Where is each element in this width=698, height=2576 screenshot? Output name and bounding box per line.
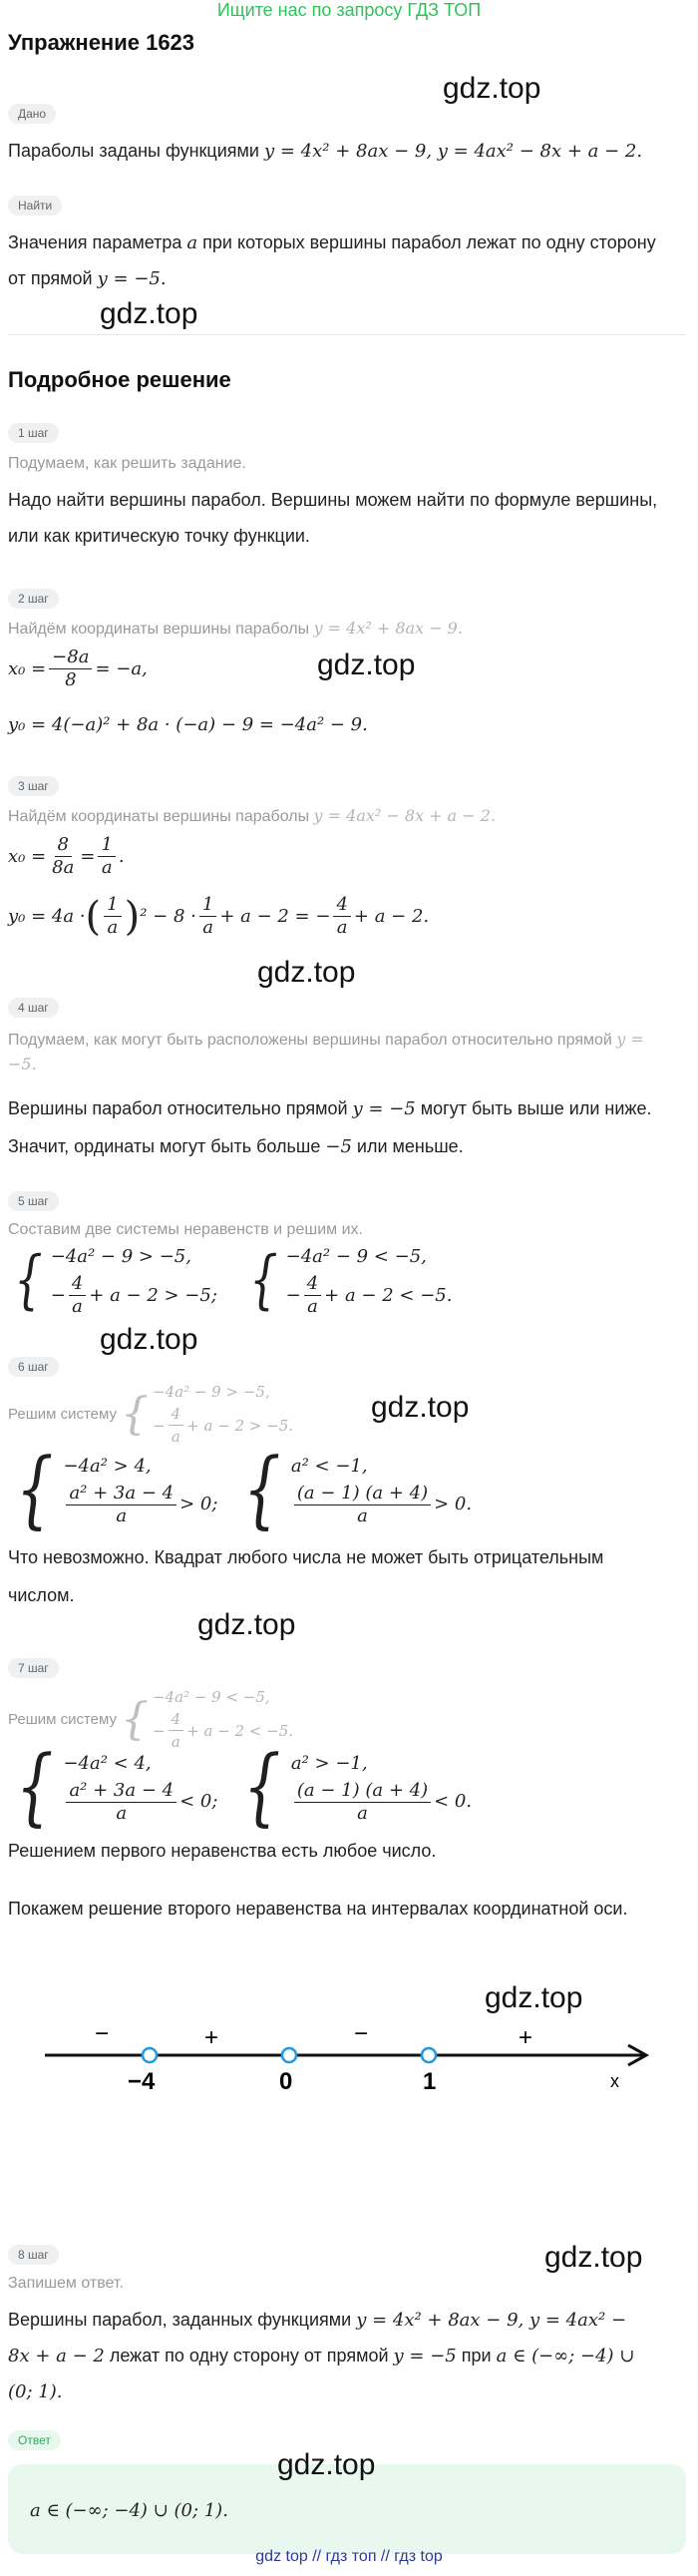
watermark: gdz.top xyxy=(100,1323,198,1356)
watermark: gdz.top xyxy=(257,956,356,989)
step-7-text: Решением первого неравенства есть любое число. xyxy=(8,1841,437,1861)
step-7-badge: 7 шаг xyxy=(8,1658,59,1678)
watermark: gdz.top xyxy=(544,2241,643,2274)
top-banner[interactable]: Ищите нас по запросу ГДЗ ТОП xyxy=(216,0,482,20)
step-6-text: Что невозможно. Квадрат любого числа не может быть отрицательным xyxy=(8,1547,604,1567)
step-6-text-2: числом. xyxy=(8,1585,75,1605)
given-badge: Дано xyxy=(8,104,56,124)
step-6-badge: 6 шаг xyxy=(8,1357,59,1377)
watermark: gdz.top xyxy=(277,2448,376,2481)
step-4-hint: Подумаем, как могут быть расположены вершины парабол относительно прямой y = −5. xyxy=(8,1030,644,1073)
step-4-text-2: Значит, ординаты могут быть больше −5 или меньше. xyxy=(8,1136,464,1157)
step-5-systems: { −4a² − 9 > −5, − $\frac{4}{a}$ + a − 2 > −5; { −4a² − 9 < −5, − $\frac{4}{a}$ + a − 2 < −5. xyxy=(14,1242,453,1317)
step-3-y0: y₀ = 4a · ( $\frac{1}{a}$ ) ² − 8 · $\frac{1}{a}$ + a − 2 = − $\frac{4}{a}$ + a − 2. xyxy=(8,893,430,940)
step-1-text: Надо найти вершины парабол. Вершины можем найти по формуле вершины, xyxy=(8,490,658,510)
answer-text: a ∈ (−∞; −4) ∪ (0; 1). xyxy=(30,2500,228,2521)
find-badge: Найти xyxy=(8,196,62,215)
page-title: Упражнение 1623 xyxy=(8,30,195,55)
step-8-text-2: 8x + a − 2 лежат по одну сторону от прямой y = −5 при a ∈ (−∞; −4) ∪ xyxy=(8,2346,635,2366)
axis-label-x: x xyxy=(610,2071,619,2091)
sign-2: + xyxy=(204,2024,219,2051)
watermark: gdz.top xyxy=(100,297,198,330)
find-text: Значения параметра a при которых вершины парабол лежат по одну сторону xyxy=(8,232,656,253)
step-4-text: Вершины парабол относительно прямой y = −5 могут быть выше или ниже. xyxy=(8,1098,652,1119)
solution-title: Подробное решение xyxy=(8,367,231,392)
find-text-2: от прямой y = −5. xyxy=(8,268,167,289)
watermark: gdz.top xyxy=(317,648,416,681)
footer-links[interactable]: gdz top // гдз топ // гдз top xyxy=(255,2548,443,2565)
sign-1: − xyxy=(95,2020,110,2047)
step-2-hint: Найдём координаты вершины параболы y = 4x² + 8ax − 9. xyxy=(8,619,463,638)
step-5-hint: Составим две системы неравенств и решим их. xyxy=(8,1221,363,1238)
step-3-hint: Найдём координаты вершины параболы y = 4ax² − 8x + a − 2. xyxy=(8,806,497,825)
step-4-badge: 4 шаг xyxy=(8,998,59,1018)
given-text: Параболы заданы функциями y = 4x² + 8ax − 9, y = 4ax² − 8x + a − 2. xyxy=(8,141,643,162)
point-minus-4 xyxy=(143,2048,157,2062)
step-6-systems: { −4a² > 4, $\frac{\text{a² + 3a − 4}}{a}$ > 0; { a² < −1, $\frac{(a - 1) (a + 4)}{a}$ > 0. xyxy=(16,1440,473,1537)
step-8-text: Вершины парабол, заданных функциями y = 4x² + 8ax − 9, y = 4ax² − xyxy=(8,2310,627,2331)
divider xyxy=(8,334,686,335)
step-3-badge: 3 шаг xyxy=(8,776,59,796)
step-3-x0: x₀ = $\frac{8}{8a}$ = $\frac{1}{a}$ . xyxy=(8,834,125,878)
watermark: gdz.top xyxy=(197,1608,296,1641)
step-8-hint: Запишем ответ. xyxy=(8,2275,124,2292)
step-8-text-3: (0; 1). xyxy=(8,2381,63,2402)
step-8-badge: 8 шаг xyxy=(8,2245,59,2265)
step-7-hint: Решим систему { −4a² − 9 < −5, − $\frac{4}{a}$ + a − 2 < −5. xyxy=(8,1688,294,1751)
label-0: 0 xyxy=(279,2068,293,2095)
step-5-badge: 5 шаг xyxy=(8,1191,59,1211)
step-6-hint: Решим систему { −4a² − 9 > −5, − $\frac{4}{a}$ + a − 2 > −5. xyxy=(8,1383,294,1446)
step-1-text-2: или как критическую точку функции. xyxy=(8,526,310,546)
watermark: gdz.top xyxy=(371,1391,470,1424)
answer-badge: Ответ xyxy=(8,2430,61,2450)
step-2-x0: x₀ = $\frac{-8a}{8}$ = −a, xyxy=(8,646,148,690)
point-1 xyxy=(422,2048,436,2062)
point-0 xyxy=(282,2048,296,2062)
watermark: gdz.top xyxy=(443,72,541,105)
step-7-text-2: Покажем решение второго неравенства на интервалах координатной оси. xyxy=(8,1899,628,1919)
step-2-y0: y₀ = 4(−a)² + 8a · (−a) − 9 = −4a² − 9. xyxy=(8,714,368,735)
sign-4: + xyxy=(519,2024,533,2051)
step-7-systems: { −4a² < 4, $\frac{\text{a² + 3a − 4}}{a}$ < 0; { a² > −1, $\frac{(a - 1) (a + 4)}{a}$ < 0. xyxy=(16,1737,473,1835)
step-2-badge: 2 шаг xyxy=(8,589,59,609)
step-1-hint: Подумаем, как решить задание. xyxy=(8,455,246,472)
step-1-badge: 1 шаг xyxy=(8,423,59,443)
number-line xyxy=(30,2005,668,2115)
label-1: 1 xyxy=(423,2068,437,2095)
sign-3: − xyxy=(354,2020,369,2047)
label-minus-4: −4 xyxy=(128,2068,156,2095)
watermark: gdz.top xyxy=(485,1981,583,2014)
